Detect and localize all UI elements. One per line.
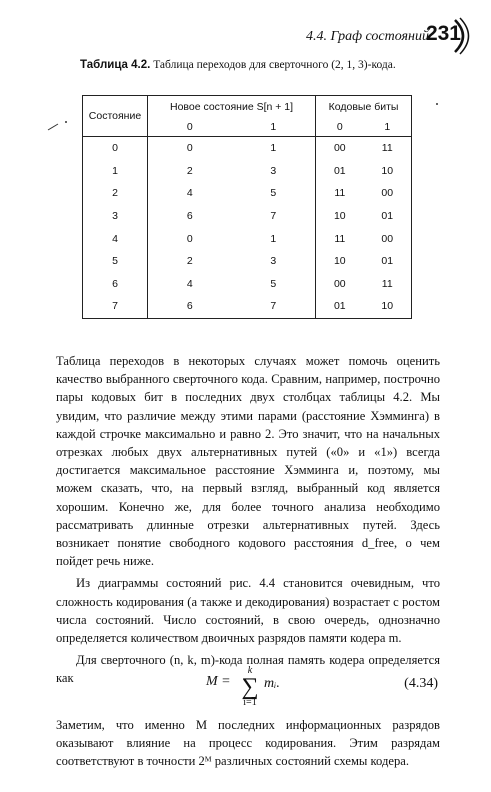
cell-bits-1: 11 bbox=[381, 142, 393, 155]
cell-new-state-1: 7 bbox=[270, 300, 277, 313]
cell-bits-0: 11 bbox=[316, 227, 364, 250]
equation-4-34 bbox=[56, 666, 440, 712]
table-caption-label: Таблица 4.2. bbox=[80, 59, 151, 71]
cell-state: 6 bbox=[112, 277, 118, 290]
summation bbox=[238, 666, 262, 708]
cell-new-state-1: 1 bbox=[270, 232, 277, 245]
cell-new-state-1: 7 bbox=[270, 210, 277, 223]
table-caption-text: Таблица переходов для сверточного (2, 1, 3)-кода. bbox=[153, 59, 396, 71]
cell-new-state-0: 0 bbox=[148, 227, 232, 250]
cell-state: 1 bbox=[112, 164, 118, 177]
cell-new-state-0: 4 bbox=[148, 182, 232, 205]
closing-text bbox=[56, 716, 440, 771]
cell-bits-1: 01 bbox=[381, 255, 394, 268]
cell-new-state-0: 6 bbox=[148, 205, 232, 228]
cell-new-state-1: 5 bbox=[270, 277, 277, 290]
summation-lower-limit: i=1 bbox=[243, 697, 257, 708]
body-text bbox=[56, 352, 440, 688]
equation-lhs: M = bbox=[206, 674, 231, 689]
cell-state: 5 bbox=[112, 255, 118, 268]
cell-bits-1: 11 bbox=[381, 277, 393, 290]
cell-new-state-1: 3 bbox=[270, 164, 277, 177]
transition-table bbox=[82, 95, 412, 319]
cell-state: 0 bbox=[112, 142, 118, 155]
cell-new-state-0: 2 bbox=[148, 250, 232, 273]
page-header bbox=[0, 24, 491, 54]
header-new-state: Новое состояние S[n + 1] bbox=[148, 96, 316, 119]
subheader-new-0: 0 bbox=[148, 118, 232, 137]
cell-bits-0: 10 bbox=[316, 250, 364, 273]
cell-new-state-0: 6 bbox=[148, 295, 232, 318]
paragraph-2: Из диаграммы состояний рис. 4.4 становится очевидным, что сложность кодирования (а также и декодирования) возрастает с ростом числа состояний. Число состояний, в свою очередь, однозначно определяется количеством двоичных разрядов памяти кодера m. bbox=[56, 576, 440, 646]
cell-new-state-0: 0 bbox=[148, 137, 232, 160]
table-row bbox=[83, 205, 412, 228]
page-number: 231 bbox=[425, 22, 461, 45]
cell-state: 2 bbox=[112, 187, 118, 200]
table-row bbox=[83, 250, 412, 273]
table-row bbox=[83, 273, 412, 296]
cell-bits-0: 11 bbox=[316, 182, 364, 205]
cell-new-state-1: 3 bbox=[270, 255, 277, 268]
scan-speck bbox=[436, 103, 438, 105]
cell-bits-0: 10 bbox=[316, 205, 364, 228]
cell-new-state-1: 1 bbox=[270, 142, 277, 155]
table-row bbox=[83, 160, 412, 183]
cell-new-state-1: 5 bbox=[270, 187, 277, 200]
cell-bits-1: 00 bbox=[381, 232, 394, 245]
cell-bits-1: 01 bbox=[381, 210, 394, 223]
cell-new-state-0: 4 bbox=[148, 273, 232, 296]
header-code-bits: Кодовые биты bbox=[316, 96, 412, 119]
cell-state: 3 bbox=[112, 210, 118, 223]
equation-term: mᵢ. bbox=[264, 676, 280, 691]
paragraph-4: Заметим, что именно M последних информационных разрядов оказывают влияние на процесс кодирования. Этим разрядам соответствуют в точности 2ᴹ различных состояний схемы кодера. bbox=[56, 718, 440, 769]
subheader-bits-1: 1 bbox=[364, 118, 412, 137]
scan-speck bbox=[48, 124, 58, 130]
cell-bits-1: 00 bbox=[381, 187, 394, 200]
page-number-arc-ornament bbox=[453, 16, 475, 56]
cell-new-state-0: 2 bbox=[148, 160, 232, 183]
subheader-bits-0: 0 bbox=[316, 118, 364, 137]
table-caption bbox=[80, 58, 425, 73]
cell-bits-0: 01 bbox=[316, 295, 364, 318]
table-row bbox=[83, 227, 412, 250]
cell-bits-0: 01 bbox=[316, 160, 364, 183]
header-state: Состояние bbox=[83, 96, 148, 137]
summation-symbol: ∑ bbox=[241, 674, 259, 700]
paragraph-3: Для сверточного (n, k, m)-кода полная память кодера определяется как bbox=[56, 653, 440, 686]
scan-speck bbox=[65, 121, 67, 123]
cell-state: 7 bbox=[112, 300, 118, 313]
table-row bbox=[83, 137, 412, 160]
cell-bits-0: 00 bbox=[316, 273, 364, 296]
cell-bits-0: 00 bbox=[316, 137, 364, 160]
cell-bits-1: 10 bbox=[381, 300, 394, 313]
summation-upper-limit: k bbox=[247, 665, 253, 676]
table-row bbox=[83, 295, 412, 318]
cell-state: 4 bbox=[112, 232, 118, 245]
cell-bits-1: 10 bbox=[381, 164, 394, 177]
running-title: 4.4. Граф состояний bbox=[306, 29, 429, 44]
subheader-new-1: 1 bbox=[232, 118, 316, 137]
equation-number: (4.34) bbox=[404, 676, 438, 691]
table-row bbox=[83, 182, 412, 205]
paragraph-1: Таблица переходов в некоторых случаях может помочь оценить качество выбранного сверточного кода. Сравним, например, построчно пары кодовых бит в последних двух столбцах таблицы 4.2. Мы увидим, что различие между этими парами (расстояние Хэмминга) в каждой строчке максимально и равно 2. Это значит, что на начальных отрезках любых двух альтернативных путей («0» и «1») всегда достигается максимальное расстояние Хэмминга и, поэтому, мы можем сказать, что, на первый взгляд, выбранный код является хорошим. Конечно же, для более точного анализа необходимо рассматривать длинные отрезки альтернативных путей. Здесь возникает понятие свободного кодового расстояния d_free, о чем пойдет речь ниже. bbox=[56, 354, 440, 569]
